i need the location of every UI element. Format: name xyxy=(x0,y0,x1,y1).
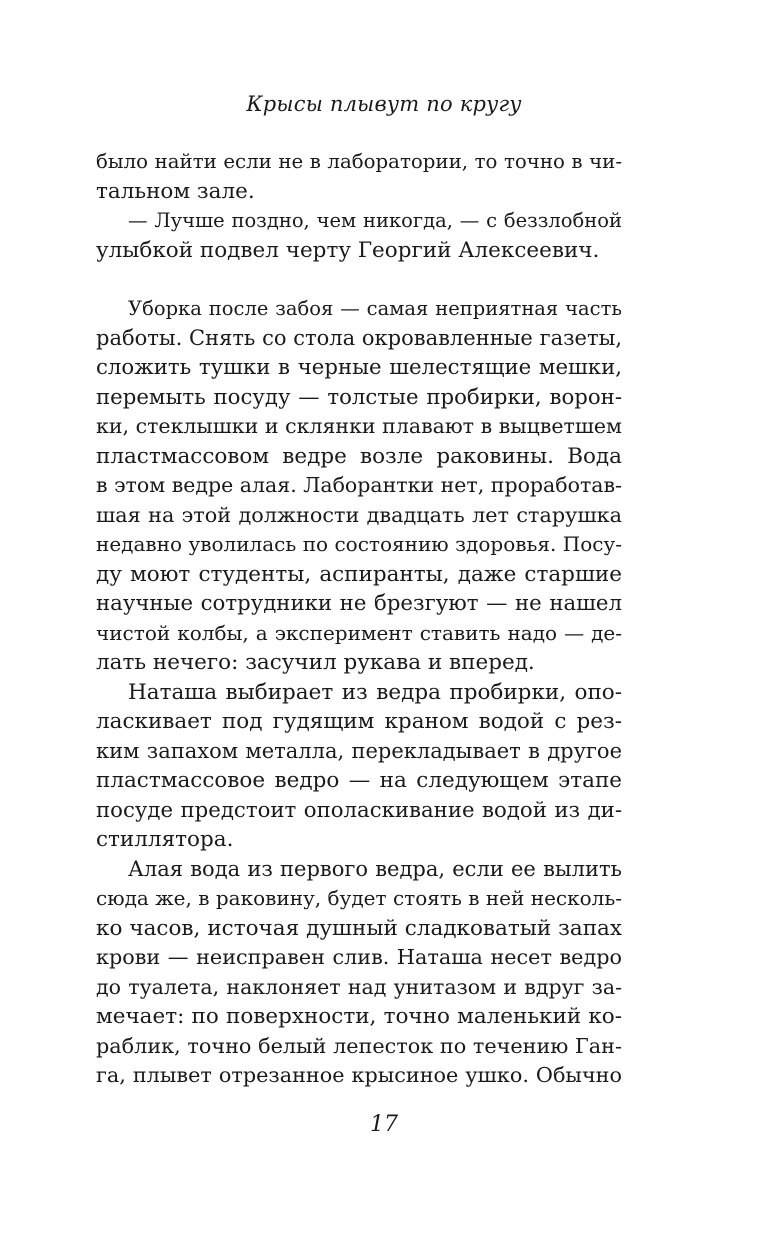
text-line: — Лучше поздно, чем никогда, — с беззлобной xyxy=(128,209,622,232)
text-line: ласкивает под гудящим краном водой с рез- xyxy=(96,709,622,734)
section-break xyxy=(96,265,622,294)
text-line: до туалета, наклоняет над унитазом и вдруг за- xyxy=(96,974,622,999)
text-line: ко часов, источая душный сладковатый запах xyxy=(96,915,622,941)
text-line: шая на этой должности двадцать лет старушка xyxy=(96,502,622,527)
text-line: улыбкой подвел черту Георгий Алексеевич. xyxy=(96,237,600,263)
text-line: лать нечего: засучил рукава и вперед. xyxy=(96,650,535,675)
body-text xyxy=(96,147,622,1091)
text-line: мечает: по поверхности, точно маленький ко- xyxy=(96,1004,622,1029)
text-line: ки, стеклышки и склянки плавают в выцветшем xyxy=(96,414,622,438)
text-line: в этом ведре алая. Лаборантки нет, проработав- xyxy=(96,473,622,497)
text-line: научные сотрудники не брезгуют — не нашел xyxy=(96,591,622,616)
text-line: пластмассовом ведре возле раковины. Вода xyxy=(96,443,622,469)
text-line: было найти если не в лаборатории, то точно в чи- xyxy=(96,150,622,173)
text-line: перемыть посуду — толстые пробирки, ворон- xyxy=(96,384,622,410)
text-line: Уборка после забоя — самая неприятная часть xyxy=(128,297,622,320)
text-line: сюда же, в раковину, будет стоять в ней несколь- xyxy=(96,886,622,910)
text-line: пластмассовое ведро — на следующем этапе xyxy=(96,768,622,793)
text-line: ким запахом металла, перекладывает в другое xyxy=(96,738,622,763)
page-number: 17 xyxy=(370,1112,398,1137)
text-line: стиллятора. xyxy=(96,827,234,852)
running-header: Крысы плывут по кругу xyxy=(246,92,522,116)
text-line: чистой колбы, а эксперимент ставить надо — де- xyxy=(96,620,622,645)
text-line: посуде предстоит ополаскивание водой из ди- xyxy=(96,797,622,823)
text-line: работы. Снять со стола окровавленные газеты, xyxy=(96,325,622,350)
text-line: крови — неисправен слив. Наташа несет ведро xyxy=(96,945,622,969)
text-line: недавно уволилась по состоянию здоровья. Посу- xyxy=(96,532,622,556)
text-line: га, плывет отрезанное крысиное ушко. Обычно xyxy=(96,1063,622,1087)
text-line: ду моют студенты, аспиранты, даже старшие xyxy=(96,561,622,587)
text-line: раблик, точно белый лепесток по течению Ган- xyxy=(96,1033,622,1058)
text-line: тальном зале. xyxy=(96,178,255,204)
text-line: сложить тушки в черные шелестящие мешки, xyxy=(96,355,622,380)
text-line: Алая вода из первого ведра, если ее вылить xyxy=(128,856,622,881)
text-line: Наташа выбирает из ведра пробирки, опо- xyxy=(128,679,622,705)
